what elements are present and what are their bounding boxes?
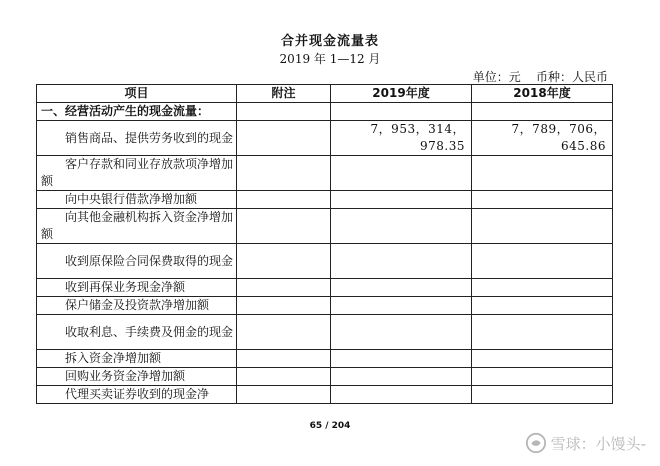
table-row — [37, 368, 613, 386]
table-row — [37, 279, 613, 297]
statement-period: 2019 年 1—12 月 — [279, 52, 381, 66]
header-2018: 2018年度 — [472, 85, 613, 103]
row-value-2019 — [331, 386, 472, 404]
row-value-2018 — [472, 156, 613, 191]
watermark — [525, 432, 646, 454]
row-item-label: 代理买卖证券收到的现金净 — [37, 386, 237, 404]
statement-title: 合并现金流量表 — [280, 34, 379, 49]
section-row — [37, 103, 613, 121]
row-note-cell — [237, 297, 331, 315]
row-value-2018 — [472, 315, 613, 350]
table-row — [37, 121, 613, 156]
header-2019: 2019年度 — [331, 85, 472, 103]
section-2019-cell — [331, 103, 472, 121]
row-value-2018: 7，789，706，645.86 — [472, 121, 613, 156]
row-value-2018 — [472, 350, 613, 368]
table-header-row — [37, 85, 613, 103]
row-item-label: 向中央银行借款净增加额 — [37, 191, 237, 209]
table-row — [37, 191, 613, 209]
watermark-text: 雪球：小馒头- — [550, 434, 646, 453]
row-note-cell — [237, 279, 331, 297]
row-value-2019 — [331, 350, 472, 368]
header-note: 附注 — [237, 85, 331, 103]
row-value-2018 — [472, 368, 613, 386]
row-item-label: 收到原保险合同保费取得的现金 — [37, 244, 237, 279]
row-item-label: 收到再保业务现金净额 — [37, 279, 237, 297]
row-item-label: 保户储金及投资款净增加额 — [37, 297, 237, 315]
table-row — [37, 297, 613, 315]
table-row — [37, 315, 613, 350]
row-item-label: 收取利息、手续费及佣金的现金 — [37, 315, 237, 350]
row-item-label: 客户存款和同业存放款项净增加额 — [37, 156, 237, 191]
row-value-2018 — [472, 279, 613, 297]
section-note-cell — [237, 103, 331, 121]
row-value-2019: 7，953，314，978.35 — [331, 121, 472, 156]
row-note-cell — [237, 368, 331, 386]
row-item-label: 销售商品、提供劳务收到的现金 — [37, 121, 237, 156]
table-row — [37, 244, 613, 279]
section-title: 一、经营活动产生的现金流量： — [37, 103, 237, 121]
table-row — [37, 350, 613, 368]
snowball-logo-icon — [525, 432, 547, 454]
table-row — [37, 156, 613, 191]
row-note-cell — [237, 156, 331, 191]
row-note-cell — [237, 244, 331, 279]
table-row — [37, 386, 613, 404]
row-note-cell — [237, 350, 331, 368]
row-value-2019 — [331, 191, 472, 209]
header-item: 项目 — [37, 85, 237, 103]
row-value-2018 — [472, 244, 613, 279]
row-value-2019 — [331, 244, 472, 279]
currency-unit-line: 单位：元 币种：人民币 — [472, 70, 608, 84]
cash-flow-table — [36, 84, 613, 404]
row-value-2018 — [472, 209, 613, 244]
section-2018-cell — [472, 103, 613, 121]
row-value-2019 — [331, 297, 472, 315]
row-note-cell — [237, 191, 331, 209]
row-value-2019 — [331, 315, 472, 350]
row-value-2019 — [331, 368, 472, 386]
row-value-2019 — [331, 209, 472, 244]
row-value-2018 — [472, 191, 613, 209]
row-value-2019 — [331, 156, 472, 191]
row-item-label: 向其他金融机构拆入资金净增加额 — [37, 209, 237, 244]
row-item-label: 拆入资金净增加额 — [37, 350, 237, 368]
table-row — [37, 209, 613, 244]
page-number: 65 / 204 — [309, 421, 351, 431]
row-note-cell — [237, 315, 331, 350]
row-note-cell — [237, 386, 331, 404]
row-value-2018 — [472, 297, 613, 315]
row-note-cell — [237, 121, 331, 156]
row-note-cell — [237, 209, 331, 244]
row-value-2019 — [331, 279, 472, 297]
row-value-2018 — [472, 386, 613, 404]
row-item-label: 回购业务资金净增加额 — [37, 368, 237, 386]
